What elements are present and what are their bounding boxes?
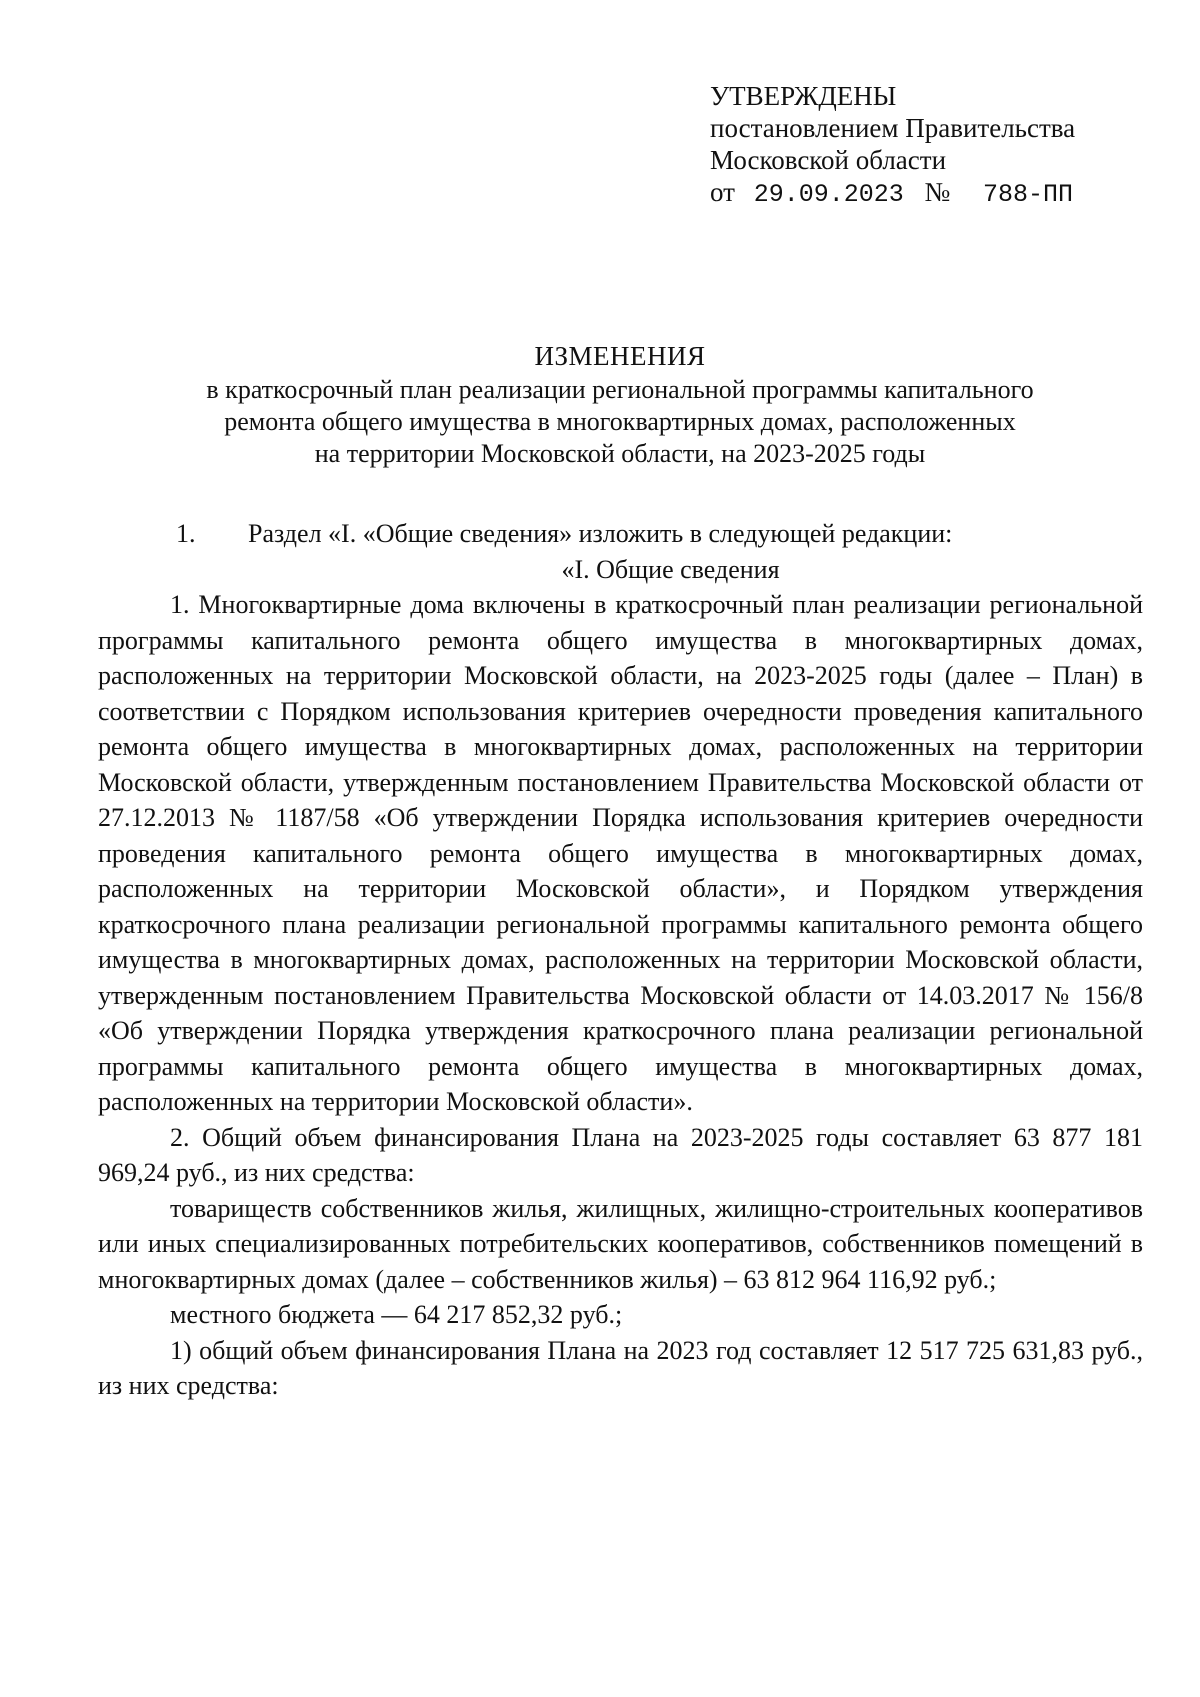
paragraph-4: местного бюджета — 64 217 852,32 руб.; — [170, 1300, 623, 1329]
approval-number: 788-ПП — [983, 180, 1074, 209]
paragraph-3: товариществ собственников жилья, жилищных, жилищно-строительных кооперативов или иных специализированных потребительских кооперативов, собственников помещений в многоквартирных домах (далее – собственников жилья) – 63 812 964 116,92 руб.; — [98, 1193, 1143, 1294]
section-1-number: 1. — [176, 519, 196, 548]
paragraph-2: 2. Общий объем финансирования Плана на 2023-2025 годы составляет 63 877 181 969,24 руб., из них средства: — [98, 1122, 1143, 1187]
document-subtitle-line-2: ремонта общего имущества в многоквартирных домах, расположенных — [224, 407, 1016, 436]
section-1-text: Раздел «I. «Общие сведения» изложить в следующей редакции: — [248, 519, 953, 548]
approval-date-prefix: от — [710, 177, 735, 207]
document-body — [98, 516, 1143, 1404]
paragraph-1: 1. Многоквартирные дома включены в краткосрочный план реализации региональной программы капитального ремонта общего имущества в многоквартирных домах, расположенных на территории Московской области, на 2023-2025 годы (далее – План) в соответствии с Порядком использования критериев очередности проведения капитального ремонта общего имущества в многоквартирных домах, расположенных на территории Московской области, утвержденным постановлением Правительства Московской области от 27.12.2013 № 1187/58 «Об утверждении Порядка использования критериев очередности проведения капитального ремонта общего имущества в многоквартирных домах, расположенных на территории Московской области», и Порядком утверждения краткосрочного плана реализации региональной программы капитального ремонта общего имущества в многоквартирных домах, расположенных на территории Московской области, утвержденным постановлением Правительства Московской области от 14.03.2017 № 156/8 «Об утверждении Порядка утверждения краткосрочного плана реализации региональной программы капитального ремонта общего имущества в многоквартирных домах, расположенных на территории Московской области». — [98, 590, 1143, 1116]
document-subtitle-line-1: в краткосрочный план реализации региональной программы капитального — [206, 375, 1034, 404]
section-1-quoted-heading: «I. Общие сведения — [561, 554, 780, 584]
approval-date-line — [710, 176, 1160, 211]
approval-number-sign: № — [924, 177, 951, 207]
approval-line-2: Московской области — [710, 145, 947, 175]
document-subtitle-line-3: на территории Московской области, на 2023-2025 годы — [314, 439, 926, 468]
section-1-line — [98, 516, 1143, 552]
document-header — [180, 340, 1060, 470]
approval-line-1: постановлением Правительства — [710, 113, 1076, 143]
approval-title: УТВЕРЖДЕНЫ — [710, 81, 897, 111]
document-title: ИЗМЕНЕНИЯ — [534, 341, 706, 371]
approval-block — [710, 80, 1160, 211]
approval-date: 29.09.2023 — [753, 180, 904, 209]
paragraph-5: 1) общий объем финансирования Плана на 2023 год составляет 12 517 725 631,83 руб., из них средства: — [98, 1335, 1143, 1400]
